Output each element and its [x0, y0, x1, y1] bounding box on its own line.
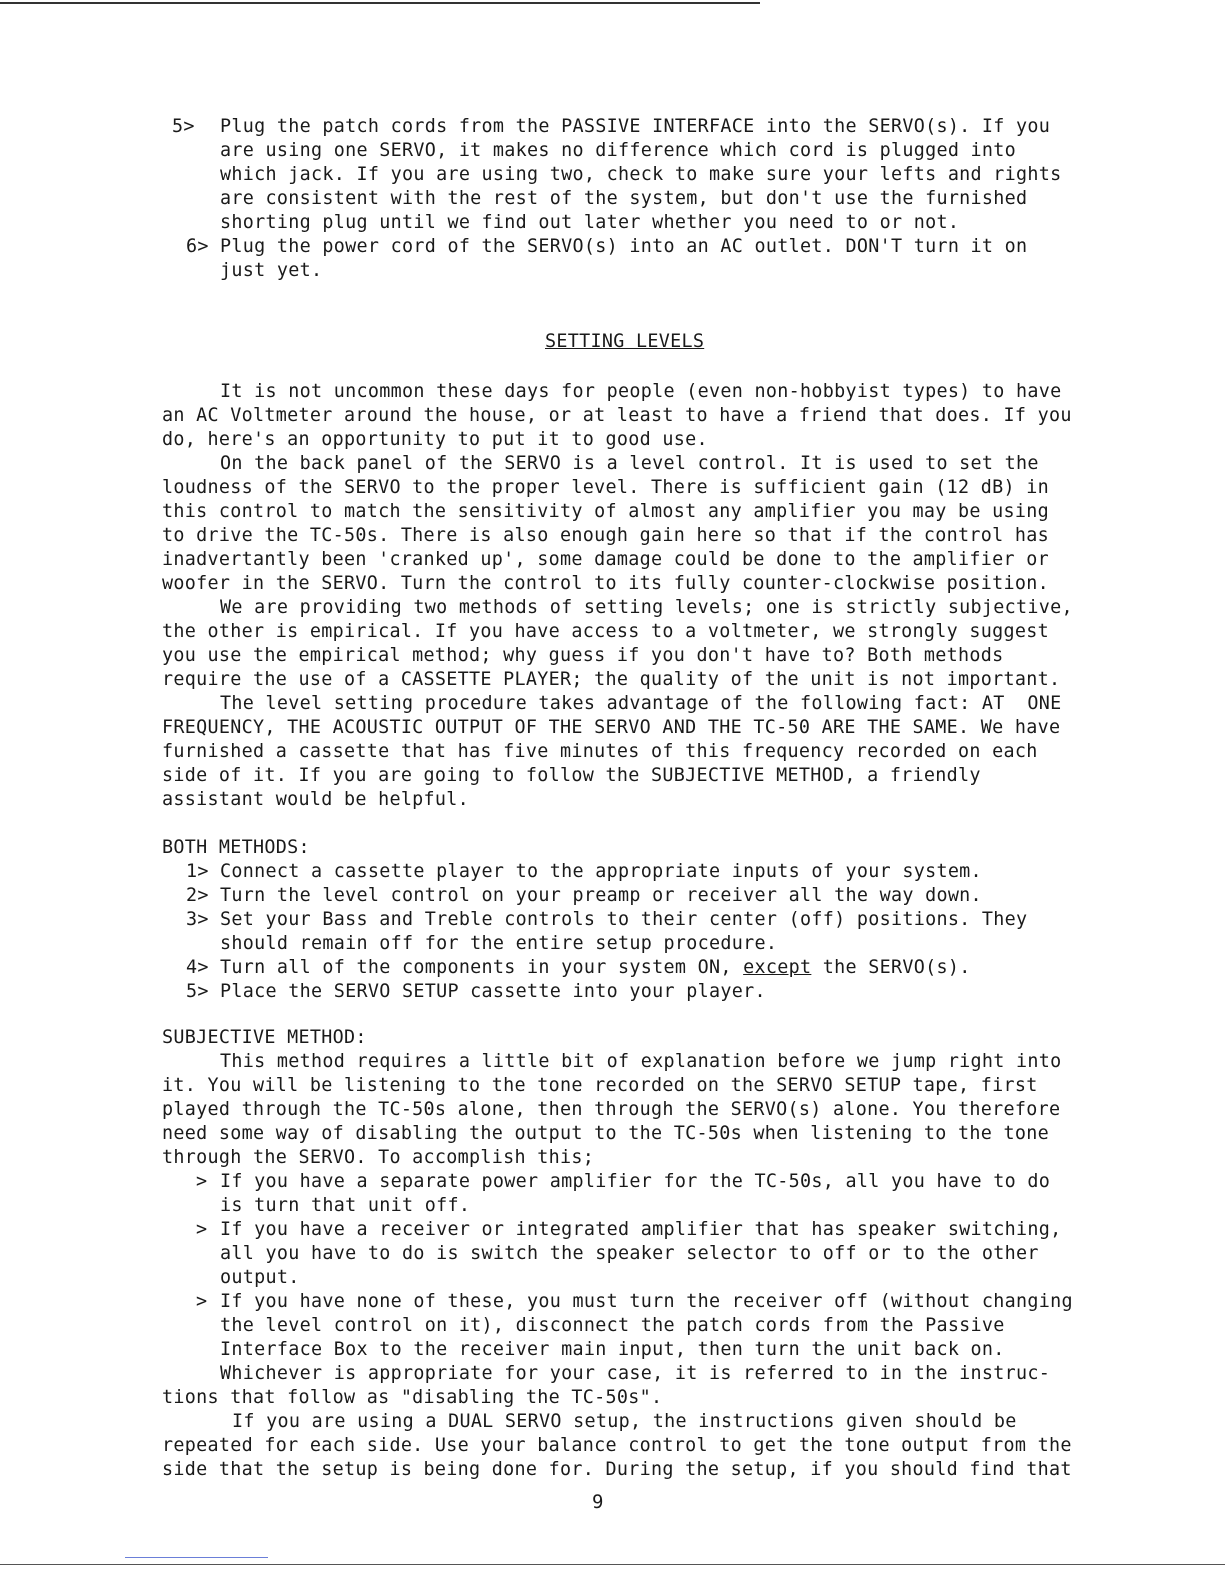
subjective-intro-line-2: it. You will be listening to the tone recorded on the SERVO SETUP tape, first	[162, 1075, 1038, 1096]
bullet-1-marker: >	[196, 1171, 208, 1192]
bullet-1-line-1: If you have a separate power amplifier for the TC-50s, all you have to do	[220, 1171, 1051, 1192]
subjective-intro-line-1: This method requires a little bit of explanation before we jump right into	[220, 1051, 1062, 1072]
both-step-4-marker: 4>	[186, 957, 209, 978]
subjective-method-title: SUBJECTIVE METHOD:	[162, 1027, 367, 1048]
para-4-line-1: The level setting procedure takes advantage of the following fact: AT ONE	[220, 693, 1062, 714]
para-2-line-3: this control to match the sensitivity of almost any amplifier you may be using	[162, 501, 1050, 522]
bullet-3-line-3: Interface Box to the receiver main input, then turn the unit back on.	[220, 1339, 1005, 1360]
both-step-4-after: the SERVO(s).	[811, 957, 971, 978]
dual-line-2: repeated for each side. Use your balance control to get the tone output from the	[162, 1435, 1072, 1456]
para-4-line-2: FREQUENCY, THE ACOUSTIC OUTPUT OF THE SERVO AND THE TC-50 ARE THE SAME. We have	[162, 717, 1061, 738]
para-3-line-4: require the use of a CASSETTE PLAYER; the quality of the unit is not important.	[162, 669, 1061, 690]
para-2-line-2: loudness of the SERVO to the proper level. There is sufficient gain (12 dB) in	[162, 477, 1050, 498]
top-rule	[0, 2, 760, 4]
para-2-line-5: inadvertantly been 'cranked up', some damage could be done to the amplifier or	[162, 549, 1050, 570]
para-3-line-2: the other is empirical. If you have access to a voltmeter, we strongly suggest	[162, 621, 1050, 642]
bullet-2-marker: >	[196, 1219, 208, 1240]
step-6-marker: 6>	[186, 236, 209, 257]
both-step-4-emphasis: except	[743, 957, 812, 978]
para-1-line-2: an AC Voltmeter around the house, or at least to have a friend that does. If you	[162, 405, 1072, 426]
both-step-1-text: Connect a cassette player to the appropriate inputs of your system.	[220, 861, 982, 882]
para-2-line-6: woofer in the SERVO. Turn the control to its fully counter-clockwise position.	[162, 573, 1050, 594]
both-step-5-text: Place the SERVO SETUP cassette into your player.	[220, 981, 766, 1002]
step-6-line-1: Plug the power cord of the SERVO(s) into an AC outlet. DON'T turn it on	[220, 236, 1028, 257]
para-3-line-1: We are providing two methods of setting levels; one is strictly subjective,	[220, 597, 1073, 618]
para-2-line-4: to drive the TC-50s. There is also enough gain here so that if the control has	[162, 525, 1050, 546]
bullet-3-marker: >	[196, 1291, 208, 1312]
step-5-line-4: are consistent with the rest of the system, but don't use the furnished	[220, 188, 1028, 209]
bullet-2-line-2: all you have to do is switch the speaker selector to off or to the other	[220, 1243, 1039, 1264]
subjective-intro-line-3: played through the TC-50s alone, then through the SERVO(s) alone. You therefore	[162, 1099, 1061, 1120]
both-step-5-marker: 5>	[186, 981, 209, 1002]
both-step-3-line-2: should remain off for the entire setup procedure.	[220, 933, 778, 954]
para-1-line-1: It is not uncommon these days for people (even non-hobbyist types) to have	[220, 381, 1062, 402]
bullet-2-line-3: output.	[220, 1267, 300, 1288]
bottom-rule	[0, 1564, 1225, 1565]
both-step-2-text: Turn the level control on your preamp or receiver all the way down.	[220, 885, 982, 906]
both-methods-title: BOTH METHODS:	[162, 837, 310, 858]
bullet-2-line-1: If you have a receiver or integrated amplifier that has speaker switching,	[220, 1219, 1062, 1240]
followup-line-2: tions that follow as "disabling the TC-50s".	[162, 1387, 663, 1408]
both-step-4-before: Turn all of the components in your system ON,	[220, 957, 744, 978]
step-5-line-2: are using one SERVO, it makes no difference which cord is plugged into	[220, 140, 1017, 161]
para-3-line-3: you use the empirical method; why guess if you don't have to? Both methods	[162, 645, 1004, 666]
bullet-3-line-2: the level control on it), disconnect the patch cords from the Passive	[220, 1315, 1005, 1336]
step-5-line-1: Plug the patch cords from the PASSIVE INTERFACE into the SERVO(s). If you	[220, 116, 1051, 137]
followup-line-1: Whichever is appropriate for your case, it is referred to in the instruc-	[220, 1363, 1051, 1384]
both-step-2-marker: 2>	[186, 885, 209, 906]
subjective-intro-line-5: through the SERVO. To accomplish this;	[162, 1147, 595, 1168]
both-step-4-text	[220, 956, 971, 980]
step-5-marker: 5>	[172, 116, 195, 137]
para-2-line-1: On the back panel of the SERVO is a level control. It is used to set the	[220, 453, 1039, 474]
para-4-line-3: furnished a cassette that has five minutes of this frequency recorded on each	[162, 741, 1038, 762]
bottom-blue-rule	[125, 1557, 268, 1558]
step-5-line-3: which jack. If you are using two, check to make sure your lefts and rights	[220, 164, 1062, 185]
para-4-line-5: assistant would be helpful.	[162, 789, 470, 810]
para-4-line-4: side of it. If you are going to follow the SUBJECTIVE METHOD, a friendly	[162, 765, 981, 786]
step-5-line-5: shorting plug until we find out later whether you need to or not.	[220, 212, 960, 233]
both-step-3-marker: 3>	[186, 909, 209, 930]
subjective-intro-line-4: need some way of disabling the output to the TC-50s when listening to the tone	[162, 1123, 1050, 1144]
page-number: 9	[592, 1491, 604, 1513]
bullet-1-line-2: is turn that unit off.	[220, 1195, 471, 1216]
both-step-1-marker: 1>	[186, 861, 209, 882]
dual-line-3: side that the setup is being done for. During the setup, if you should find that	[162, 1459, 1072, 1480]
step-6-line-2: just yet.	[220, 260, 323, 281]
bullet-3-line-1: If you have none of these, you must turn the receiver off (without changing	[220, 1291, 1073, 1312]
section-heading: SETTING LEVELS	[545, 331, 705, 352]
both-step-3-line-1: Set your Bass and Treble controls to their center (off) positions. They	[220, 909, 1028, 930]
dual-line-1: If you are using a DUAL SERVO setup, the instructions given should be	[232, 1411, 1017, 1432]
para-1-line-3: do, here's an opportunity to put it to good use.	[162, 429, 708, 450]
